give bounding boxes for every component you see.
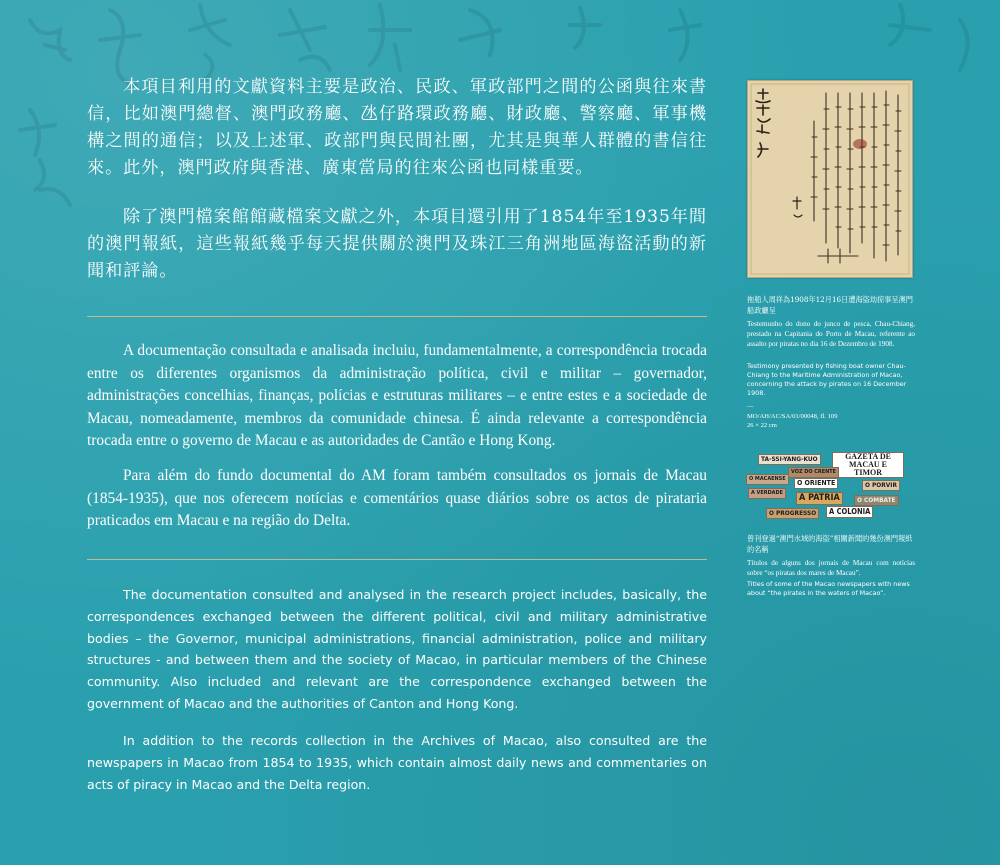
masthead-a-colonia: A COLONIA (826, 506, 873, 518)
document-caption-chinese: 拖船人周祥為1908年12月16日遭海盜劫掠事呈澳門船政廳呈 (747, 295, 913, 315)
newspapers-caption-chinese: 曾刊登過“澳門水域的海盜”相關新聞的幾份澳門報紙的名稱 (747, 534, 913, 554)
masthead-o-macaense: O MACAENSE (746, 474, 789, 485)
masthead-o-porvir: O PORVIR (862, 480, 900, 491)
masthead-gazeta-de-macau-text: GAZETA DE MACAU E TIMOR (845, 452, 891, 477)
document-reference-block (747, 402, 915, 431)
section-divider (87, 316, 707, 317)
newspapers-caption-english: Titles of some of the Macao newspapers with news about “the pirates in the waters of Macao”. (747, 580, 910, 597)
chinese-paragraph-1: 本項目利用的文獻資料主要是政治、民政、軍政部門之間的公函與往來書信，比如澳門總督、澳門政務廳、氹仔路環政務廳、財政廳、警察廳、軍事機構之間的通信；以及上述軍、政部門與民間社團，尤其是與華人群體的書信往來。此外，澳門政府與香港、廣東當局的往來公函也同樣重要。 (87, 77, 707, 178)
masthead-o-progresso: O PROGRESSO (766, 508, 819, 519)
caption-separator: — (747, 403, 754, 410)
chinese-paragraph-2: 除了澳門檔案館館藏檔案文獻之外，本項目還引用了1854年至1935年間的澳門報紙，這些報紙幾乎每天提供關於澳門及珠江三角洲地區海盜活動的新聞和評論。 (87, 207, 707, 281)
masthead-a-patria: A PATRIA (796, 492, 843, 505)
masthead-ta-ssi-yang-kuo: TA-SSI-YANG-KUO (758, 454, 821, 465)
archive-reference-code: MO/AH/AC/SA/01/00048, fl. 109 (747, 412, 838, 420)
english-paragraph-1: The documentation consulted and analysed in the research project includes, basically, the correspondences exchanged between the different political, civil and military administrative bodies – the Governor, municipal administrations, financial administration, police and military structures - and between them and the society of Macao, in particular members of the Chinese community. Also included and relevant are the correspondence exchanged between the government of Macao and the authorities of Canton and Hong Kong. (87, 587, 707, 711)
masthead-a-verdade: A VERDADE (748, 488, 786, 499)
document-caption-portuguese: Testemunho do dono do junco de pesca, Chau-Chiang, prestado na Capitania do Porto de Macau, referente ao assalto por piratas no dia 16 de Dezembro de 1908. (747, 320, 915, 348)
masthead-o-oriente: O ORIENTE (794, 478, 838, 489)
portuguese-paragraph-1: A documentação consultada e analisada incluiu, fundamentalmente, a correspondência trocada entre os diferentes organismos da administração política, civil e militar – governador, administrações concelhias, finanças, polícias e estruturas militares – e entre estes e a sociedade de Macau, nomeadamente, membros da comunidade chinesa. É ainda relevante a correspondência trocada entre o governo de Macau e as autoridades de Cantão e Hong Kong. (87, 342, 707, 449)
handwritten-manuscript-illustration (748, 81, 912, 277)
english-paragraph-2: In addition to the records collection in the Archives of Macao, also consulted are the newspapers in Macao from 1854 to 1935, which contain almost daily news and commentaries on acts of piracy in Macao and the Delta region. (87, 733, 707, 792)
masthead-voz-do-crente: VOZ DO CRENTE (788, 467, 839, 478)
document-dimensions: 26 × 22 cm (747, 422, 777, 429)
document-caption-english: Testimony presented by fishing boat owner Chau-Chiang to the Maritime Administration of Macao, concerning the attack by pirates on 16 December 1908. (747, 362, 907, 397)
manuscript-document-image (747, 80, 913, 278)
newspapers-caption-portuguese: Títulos de alguns dos jornais de Macau com notícias sobre “os piratas dos mares de Macau”. (747, 559, 915, 577)
portuguese-paragraph-2: Para além do fundo documental do AM foram também consultados os jornais de Macau (1854-1935), que nos oferecem notícias e comentários quase diários sobre os actos de pirataria praticados em Macau e na região do Delta. (87, 467, 707, 529)
section-divider (87, 559, 707, 560)
masthead-o-combate: O COMBATE (854, 495, 899, 506)
newspaper-mastheads-collage (746, 452, 916, 522)
masthead-gazeta-de-macau (832, 452, 904, 478)
